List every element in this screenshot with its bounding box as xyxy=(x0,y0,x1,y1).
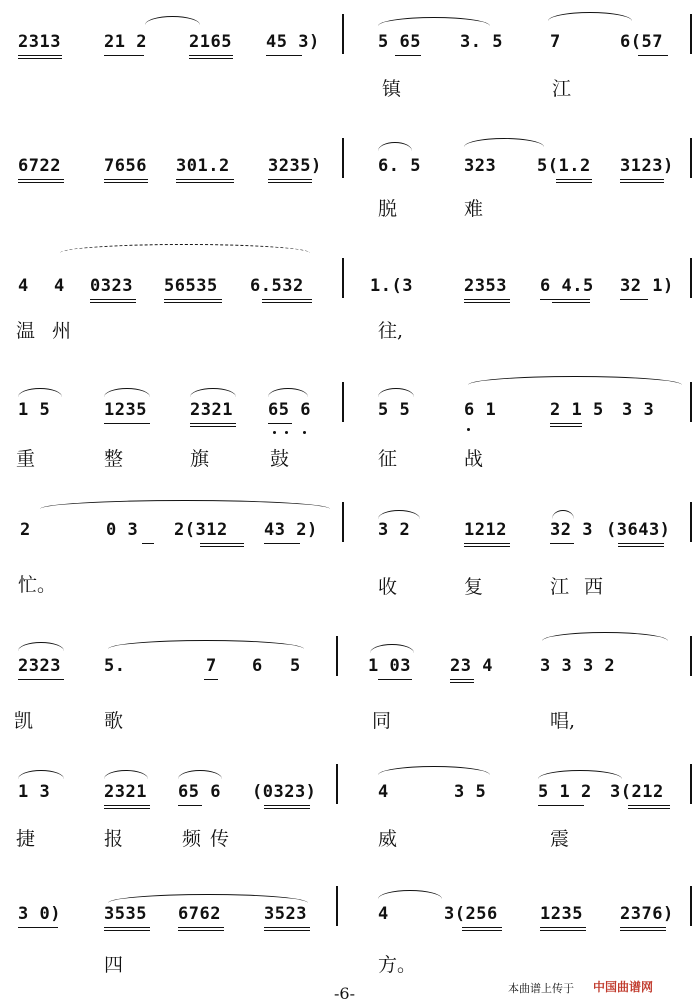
score-row-5 xyxy=(0,484,700,604)
note-group: 3(212 xyxy=(610,782,664,802)
lyric: 复 xyxy=(464,576,484,598)
note-group: 2(312 xyxy=(174,520,228,540)
lyric: 旗 xyxy=(190,448,210,470)
lyric: 唱, xyxy=(550,710,576,732)
note-group: 323 xyxy=(464,156,497,176)
note-group: 3235) xyxy=(268,156,322,176)
note-group: 5 1 2 xyxy=(538,782,592,802)
note-group: 5 5 xyxy=(378,400,411,420)
note-group: 2 xyxy=(20,520,31,540)
note-group: 1 3 xyxy=(18,782,51,802)
note-group: 7656 xyxy=(104,156,147,176)
note-group: 1 5 xyxy=(18,400,51,420)
lyric: 脱 xyxy=(378,198,398,220)
note-group: 4 xyxy=(378,904,389,924)
note-group: 65 6 xyxy=(178,782,221,802)
note-group: 2353 xyxy=(464,276,507,296)
note-group: 1.(3 xyxy=(370,276,413,296)
bar-line xyxy=(342,14,344,54)
note-group: 6. 5 xyxy=(378,156,421,176)
lyric: 镇 xyxy=(382,78,402,100)
bar-line xyxy=(336,636,338,676)
lyric: 温 xyxy=(16,320,36,342)
lyric: 江 xyxy=(552,78,572,100)
score-row-3 xyxy=(0,240,700,360)
lyric: 州 xyxy=(52,320,72,342)
note-group: 65 6 xyxy=(268,400,311,420)
note-group: 6.532 xyxy=(250,276,304,296)
lyric: 难 xyxy=(464,198,484,220)
bar-line xyxy=(342,382,344,422)
bar-line xyxy=(690,14,692,54)
lyric: 同 xyxy=(372,710,392,732)
lyric: 四 xyxy=(104,954,124,976)
lyric: 鼓 xyxy=(270,448,290,470)
note-group: 0 3 xyxy=(106,520,139,540)
bar-line xyxy=(342,258,344,298)
score-row-1 xyxy=(0,0,700,120)
note-group: 7 xyxy=(550,32,561,52)
note-group: 6(57 xyxy=(620,32,663,52)
note-group: 3123) xyxy=(620,156,674,176)
bar-line xyxy=(690,764,692,804)
note-group: 6 1 xyxy=(464,400,497,420)
site-logo[interactable]: 中国曲谱网 xyxy=(593,980,654,994)
note-group: 2323 xyxy=(18,656,61,676)
note-group: 6762 xyxy=(178,904,221,924)
note-group: 3 5 xyxy=(454,782,487,802)
lyric: 威 xyxy=(378,828,398,850)
note-group: 1235 xyxy=(104,400,147,420)
bar-line xyxy=(342,502,344,542)
lyric: 西 xyxy=(584,576,604,598)
note-group: 301.2 xyxy=(176,156,230,176)
note-group: 3535 xyxy=(104,904,147,924)
lyric: 征 xyxy=(378,448,398,470)
bar-line xyxy=(690,502,692,542)
note-group: 5 xyxy=(290,656,301,676)
bar-line xyxy=(690,886,692,926)
note-group: (0323) xyxy=(252,782,317,802)
note-group: 32 3 xyxy=(550,520,593,540)
note-group: 2376) xyxy=(620,904,674,924)
note-group: 1 03 xyxy=(368,656,411,676)
lyric: 重 xyxy=(16,448,36,470)
lyric: 忙。 xyxy=(18,574,57,596)
note-group: 2165 xyxy=(189,32,232,52)
note-group: 5(1.2 xyxy=(537,156,591,176)
lyric: 江 xyxy=(550,576,570,598)
lyric: 整 xyxy=(104,448,124,470)
bar-line xyxy=(690,636,692,676)
note-group: 5 65 xyxy=(378,32,421,52)
note-group: 7 xyxy=(206,656,217,676)
bar-line xyxy=(342,138,344,178)
lyric: 报 xyxy=(104,828,124,850)
lyric: 凯 xyxy=(14,710,34,732)
bar-line xyxy=(690,138,692,178)
note-group: 32 1) xyxy=(620,276,674,296)
page-number: -6- xyxy=(334,984,355,1003)
lyric: 歌 xyxy=(104,710,124,732)
note-group: (3643) xyxy=(606,520,671,540)
score-row-4 xyxy=(0,362,700,482)
lyric: 往, xyxy=(378,320,404,342)
note-group: 21 2 xyxy=(104,32,147,52)
note-group: 4 xyxy=(54,276,65,296)
lyric: 战 xyxy=(464,448,484,470)
note-group: 3(256 xyxy=(444,904,498,924)
note-group: 3 2 xyxy=(378,520,411,540)
note-group: 45 3) xyxy=(266,32,320,52)
lyric: 传 xyxy=(210,828,230,850)
note-group: 2321 xyxy=(104,782,147,802)
bar-line xyxy=(690,382,692,422)
note-group: 4 xyxy=(378,782,389,802)
bar-line xyxy=(336,886,338,926)
lyric: 频 xyxy=(182,828,202,850)
note-group: 4 xyxy=(18,276,29,296)
upload-notice: 本曲谱上传于 xyxy=(508,983,574,995)
note-group: 6 xyxy=(252,656,263,676)
note-group: 6 4.5 xyxy=(540,276,594,296)
lyric: 方。 xyxy=(378,954,417,976)
note-group: 3. 5 xyxy=(460,32,503,52)
note-group: 43 2) xyxy=(264,520,318,540)
score-row-2 xyxy=(0,120,700,240)
note-group: 2313 xyxy=(18,32,61,52)
note-group: 3 3 xyxy=(622,400,655,420)
note-group: 6722 xyxy=(18,156,61,176)
score-row-7 xyxy=(0,742,700,862)
note-group: 2 1 5 xyxy=(550,400,604,420)
lyric: 收 xyxy=(378,576,398,598)
note-group: 2321 xyxy=(190,400,233,420)
lyric: 震 xyxy=(550,828,570,850)
note-group: 3523 xyxy=(264,904,307,924)
note-group: 0323 xyxy=(90,276,133,296)
note-group: 3 0) xyxy=(18,904,61,924)
note-group: 1235 xyxy=(540,904,583,924)
note-group: 56535 xyxy=(164,276,218,296)
note-group: 23 4 xyxy=(450,656,493,676)
bar-line xyxy=(336,764,338,804)
lyric: 捷 xyxy=(16,828,36,850)
score-row-6 xyxy=(0,606,700,732)
bar-line xyxy=(690,258,692,298)
note-group: 3 3 3 2 xyxy=(540,656,616,676)
score-row-8 xyxy=(0,864,700,984)
note-group: 5. xyxy=(104,656,126,676)
note-group: 1212 xyxy=(464,520,507,540)
